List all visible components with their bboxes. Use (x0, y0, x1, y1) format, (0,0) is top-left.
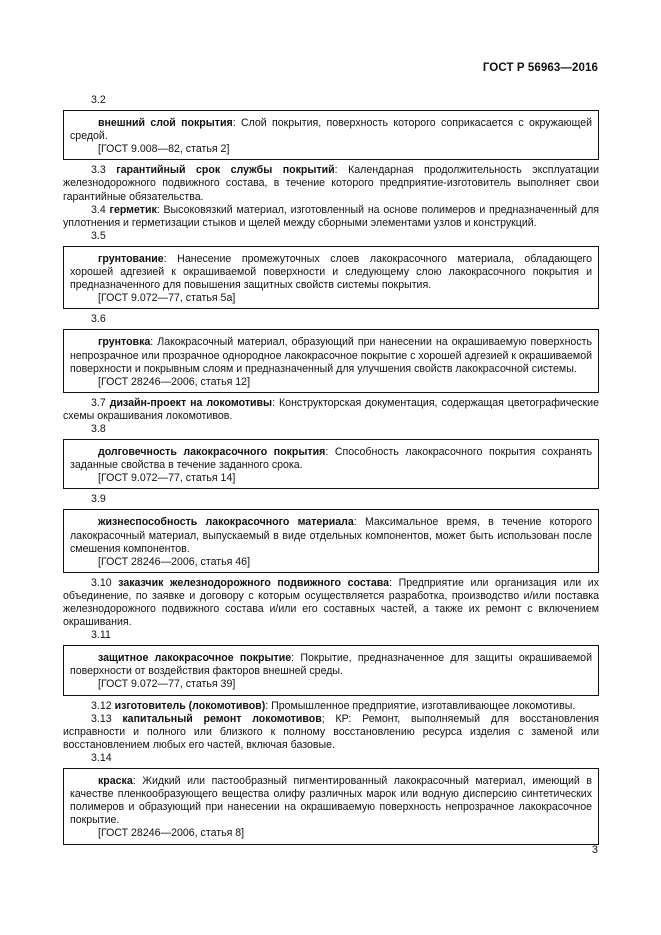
term-box (63, 645, 599, 695)
term-entry (63, 700, 599, 713)
term-number: 3.8 (91, 422, 106, 435)
term-name: защитное лакокрасочное покрытие (98, 652, 292, 665)
term-source: [ГОСТ 9.072—77, статья 5а] (98, 292, 236, 305)
term-definition (70, 775, 592, 827)
term-number: 3.5 (91, 229, 106, 242)
term-box (63, 246, 599, 309)
term-box (63, 768, 599, 844)
term-source: [ГОСТ 9.072—77, статья 14] (98, 472, 236, 485)
term-entry (63, 204, 599, 230)
term-text: : Высоковязкий материал, изготовленный на основе полимеров и предназначенный для уплотнения и герметизации стыков и щелей между сборными элементами узлов и конструкций. (63, 203, 600, 229)
term-box (63, 329, 599, 392)
term-name: жизнеспособность лакокрасочного материала (98, 516, 354, 529)
term-name: заказчик железнодорожного подвижного состава (118, 576, 390, 589)
term-text: : Слой покрытия, поверхность которого соприкасается с окружающей средой. (70, 117, 593, 143)
term-text: ; КР: Ремонт, выполняемый для восстановления исправности и полного или близкого к полному восстановлению ресурса изделия с заменой или восстановлением любых его частей, включая базовые. (63, 712, 599, 751)
term-text: : Конструкторская документация, содержащая цветографические схемы окрашивания локомотивов. (63, 396, 599, 422)
term-name: долговечность лакокрасочного покрытия (98, 446, 326, 459)
term-name: краска (98, 775, 133, 788)
term-number: 3.12 (91, 699, 112, 712)
term-box (63, 110, 599, 160)
term-number: 3.3 (91, 164, 106, 177)
term-definition (70, 652, 592, 678)
term-text: : Способность лакокрасочного покрытия сохранять заданные свойства в течение заданного срока. (70, 446, 593, 472)
term-name: гарантийный срок службы покрытий (116, 164, 335, 177)
term-text: : Календарная продолжительность эксплуатации железнодорожного подвижного состава, в течение которого предприятие-изготовитель выполняет свои гарантийные обязательства. (63, 164, 599, 203)
term-number: 3.6 (91, 313, 106, 326)
term-source: [ГОСТ 28246—2006, статья 8] (98, 827, 245, 840)
term-number: 3.7 (91, 396, 106, 409)
term-box (63, 439, 599, 489)
term-text: : Промышленное предприятие, изготавливающее локомотивы. (265, 699, 576, 712)
term-number: 3.9 (91, 493, 106, 506)
term-name: грунтовка (98, 336, 151, 349)
term-definition (70, 516, 592, 555)
term-text: : Нанесение промежуточных слоев лакокрасочного материала, обладающего хорошей адгезией к окрашиваемой поверхности и следующему слою лакокрасочного покрытия и предназначенного для повышения защитных свойств системы покрытия. (70, 252, 592, 292)
term-number: 3.4 (91, 203, 106, 216)
term-number: 3.14 (91, 751, 112, 764)
term-source: [ГОСТ 9.072—77, статья 39] (98, 678, 236, 691)
terms-content (63, 94, 599, 849)
term-name: внешний слой покрытия (98, 117, 233, 130)
term-definition (70, 336, 592, 375)
term-source: [ГОСТ 28246—2006, статья 12] (98, 375, 251, 388)
term-text: : Предприятие или организация или их объединение, по заявке и договору с которым осуществляется разработка, производство и/или поставка железнодорожного подвижного состава и/или его составных частей, а также их ремонт с включением окрашивания. (63, 576, 599, 629)
page-number: 3 (591, 844, 598, 856)
term-entry (63, 713, 599, 752)
term-name: грунтование (98, 252, 164, 265)
term-box (63, 509, 599, 572)
term-number: 3.13 (91, 712, 112, 725)
standard-header: ГОСТ Р 56963—2016 (482, 62, 598, 74)
term-name: капитальный ремонт локомотивов (122, 712, 322, 725)
term-source: [ГОСТ 9.008—82, статья 2] (98, 143, 230, 156)
term-name: дизайн-проект на локомотивы (109, 396, 273, 409)
term-number: 3.11 (91, 629, 111, 642)
term-name: изготовитель (локомотивов) (114, 699, 266, 712)
term-text: : Лакокрасочный материал, образующий при нанесении на окрашиваемую поверхность непрозрачное или прозрачное однородное лакокрасочное покрытие с хорошей адгезией к окрашиваемой поверхности и покрывным слоям и предназначенный для улучшения свойств лакокрасочной системы. (70, 336, 593, 375)
term-number: 3.10 (91, 576, 112, 589)
term-entry (63, 577, 599, 629)
term-source: [ГОСТ 28246—2006, статья 46] (98, 555, 251, 568)
term-definition (70, 446, 592, 472)
term-definition (70, 117, 592, 143)
term-text: : Покрытие, предназначенное для защиты окрашиваемой поверхности от воздействия факторов внешней среды. (70, 652, 592, 678)
term-entry (63, 164, 599, 203)
term-name: герметик (109, 203, 157, 216)
term-definition (70, 253, 592, 292)
term-text: : Максимальное время, в течение которого лакокрасочный материал, выпускаемый в виде отдельных компонентов, может быть использован после смешения компонентов. (70, 516, 593, 555)
term-text: : Жидкий или пастообразный пигментированный лакокрасочный материал, имеющий в качестве пленкообразующего вещества олифу различных марок или водную дисперсию синтетических полимеров и образующий при нанесении на окрашиваемую поверхность непрозрачное лакокрасочное покрытие. (70, 775, 592, 827)
term-number: 3.2 (91, 94, 106, 106)
term-entry (63, 397, 599, 423)
